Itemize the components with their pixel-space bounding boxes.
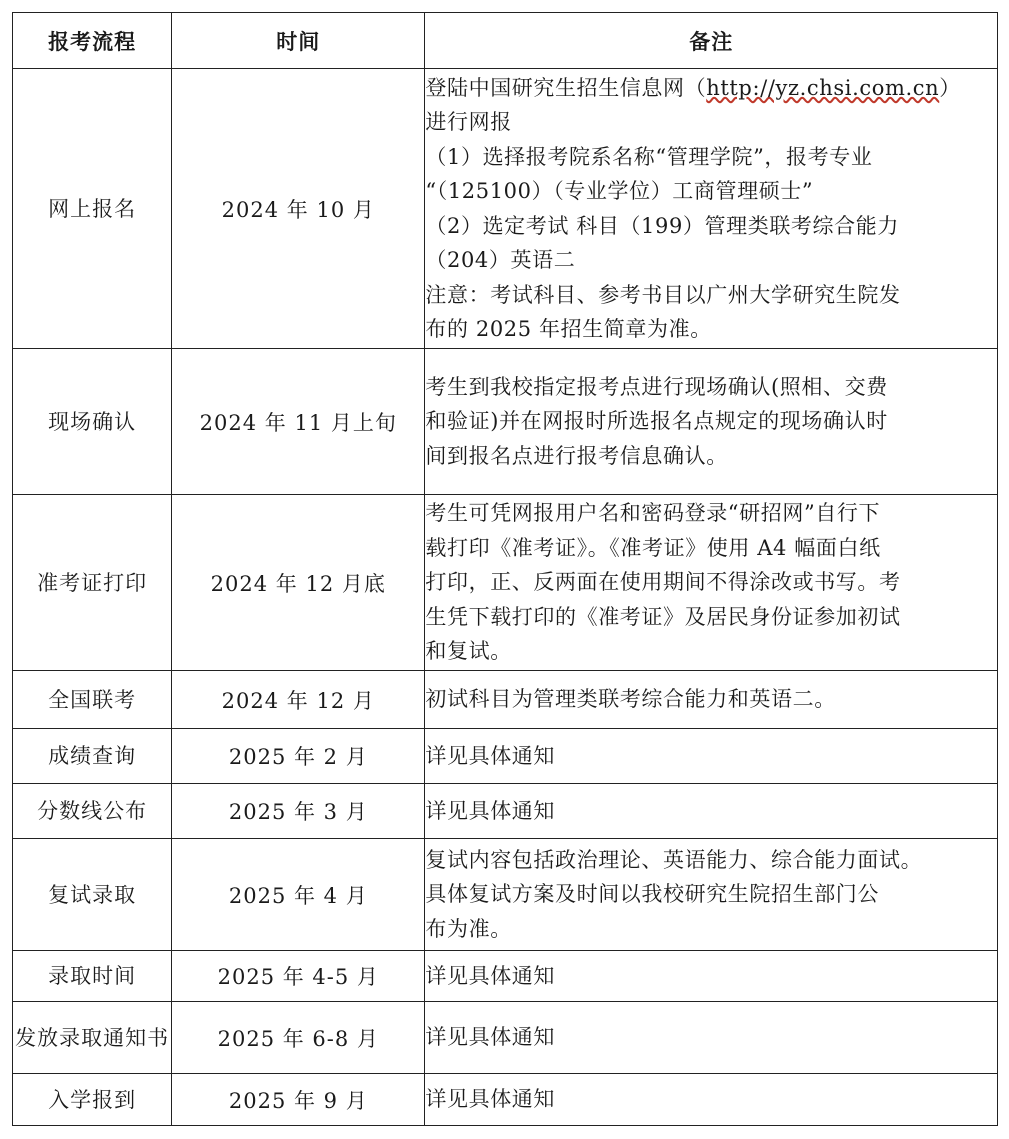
note-text: 登陆中国研究生招生信息网（ <box>425 75 707 100</box>
note-text: 详见具体通知 <box>425 1025 556 1050</box>
note-text: 载打印《准考证》。《准考证》使用 A4 幅面白纸 <box>425 535 881 560</box>
note-line <box>425 600 997 635</box>
note-line <box>425 682 997 717</box>
time-cell: 2025 年 6-8 月 <box>172 1002 425 1074</box>
note-text: （2）选定考试 科目（199）管理类联考综合能力 <box>425 213 899 238</box>
table-row <box>13 729 998 784</box>
time-cell: 2025 年 3 月 <box>172 784 425 839</box>
note-text: 考生到我校指定报考点进行现场确认(照相、交费 <box>425 374 888 399</box>
time-cell: 2024 年 10 月 <box>172 69 425 349</box>
time-cell: 2025 年 2 月 <box>172 729 425 784</box>
header-time: 时间 <box>172 13 425 69</box>
note-text: 打印，正、反两面在使用期间不得涂改或书写。考 <box>425 570 901 595</box>
note-line <box>425 912 997 947</box>
table-row <box>13 1074 998 1126</box>
note-line <box>425 439 997 474</box>
note-text: 布的 2025 年招生简章为准。 <box>425 317 712 341</box>
note-cell <box>425 671 998 729</box>
note-text: 详见具体通知 <box>425 963 556 988</box>
time-cell: 2025 年 4-5 月 <box>172 951 425 1002</box>
table-row <box>13 784 998 839</box>
table-row <box>13 951 998 1002</box>
table-row <box>13 349 998 495</box>
admission-schedule-table <box>12 12 998 1126</box>
note-line <box>425 634 997 669</box>
step-cell: 录取时间 <box>13 951 172 1002</box>
step-cell: 复试录取 <box>13 839 172 951</box>
note-line <box>425 843 997 878</box>
header-step: 报考流程 <box>13 13 172 69</box>
note-text: 布为准。 <box>425 916 512 941</box>
note-line <box>425 404 997 439</box>
time-cell: 2025 年 4 月 <box>172 839 425 951</box>
website-link[interactable]: http://yz.chsi.com.cn <box>706 75 940 100</box>
step-cell: 发放录取通知书 <box>13 1002 172 1074</box>
note-line <box>425 71 997 106</box>
table-row <box>13 839 998 951</box>
header-row <box>13 13 998 69</box>
note-cell <box>425 1002 998 1074</box>
note-text: 间到报名点进行报考信息确认。 <box>425 443 728 468</box>
note-cell <box>425 729 998 784</box>
note-line <box>425 278 997 313</box>
note-text: 详见具体通知 <box>425 798 556 823</box>
note-text: （204）英语二 <box>425 248 576 272</box>
note-line <box>425 794 997 829</box>
table-row <box>13 495 998 671</box>
table-row <box>13 1002 998 1074</box>
note-text: 生凭下载打印的《准考证》及居民身份证参加初试 <box>425 604 901 629</box>
note-text: 和验证)并在网报时所选报名点规定的现场确认时 <box>425 409 888 434</box>
note-text: ） <box>939 75 961 100</box>
note-line <box>425 565 997 600</box>
note-cell <box>425 495 998 671</box>
note-line <box>425 209 997 244</box>
note-line <box>425 1082 997 1117</box>
note-text: “（125100）（专业学位）工商管理硕士” <box>425 179 814 203</box>
time-cell: 2024 年 12 月 <box>172 671 425 729</box>
step-cell: 网上报名 <box>13 69 172 349</box>
step-cell: 成绩查询 <box>13 729 172 784</box>
step-cell: 入学报到 <box>13 1074 172 1126</box>
step-cell: 现场确认 <box>13 349 172 495</box>
note-line <box>425 174 997 209</box>
note-text: 注意：考试科目、参考书目以广州大学研究生院发 <box>425 282 901 307</box>
step-cell: 全国联考 <box>13 671 172 729</box>
step-cell: 分数线公布 <box>13 784 172 839</box>
note-cell <box>425 1074 998 1126</box>
note-text: 和复试。 <box>425 639 512 664</box>
note-line <box>425 140 997 175</box>
note-text: 考生可凭网报用户名和密码登录“研招网”自行下 <box>425 501 881 526</box>
time-cell: 2024 年 12 月底 <box>172 495 425 671</box>
note-line <box>425 877 997 912</box>
time-cell: 2024 年 11 月上旬 <box>172 349 425 495</box>
note-text: 初试科目为管理类联考综合能力和英语二。 <box>425 687 836 712</box>
header-note: 备注 <box>425 13 998 69</box>
note-line <box>425 739 997 774</box>
note-line <box>425 531 997 566</box>
time-cell: 2025 年 9 月 <box>172 1074 425 1126</box>
note-line <box>425 1020 997 1055</box>
note-cell <box>425 69 998 349</box>
note-cell <box>425 349 998 495</box>
note-cell <box>425 951 998 1002</box>
note-line <box>425 243 997 278</box>
note-text: 进行网报 <box>425 110 512 134</box>
note-text: 具体复试方案及时间以我校研究生院招生部门公 <box>425 882 880 907</box>
note-line <box>425 312 997 347</box>
note-line <box>425 959 997 994</box>
note-cell <box>425 784 998 839</box>
step-cell: 准考证打印 <box>13 495 172 671</box>
table-row <box>13 69 998 349</box>
note-text: （1）选择报考院系名称“管理学院”，报考专业 <box>425 144 873 169</box>
note-line <box>425 496 997 531</box>
note-cell <box>425 839 998 951</box>
note-line <box>425 370 997 405</box>
note-text: 详见具体通知 <box>425 743 556 768</box>
note-text: 复试内容包括政治理论、英语能力、综合能力面试。 <box>425 847 923 872</box>
table-row <box>13 671 998 729</box>
note-line <box>425 105 997 140</box>
note-text: 详见具体通知 <box>425 1087 556 1112</box>
